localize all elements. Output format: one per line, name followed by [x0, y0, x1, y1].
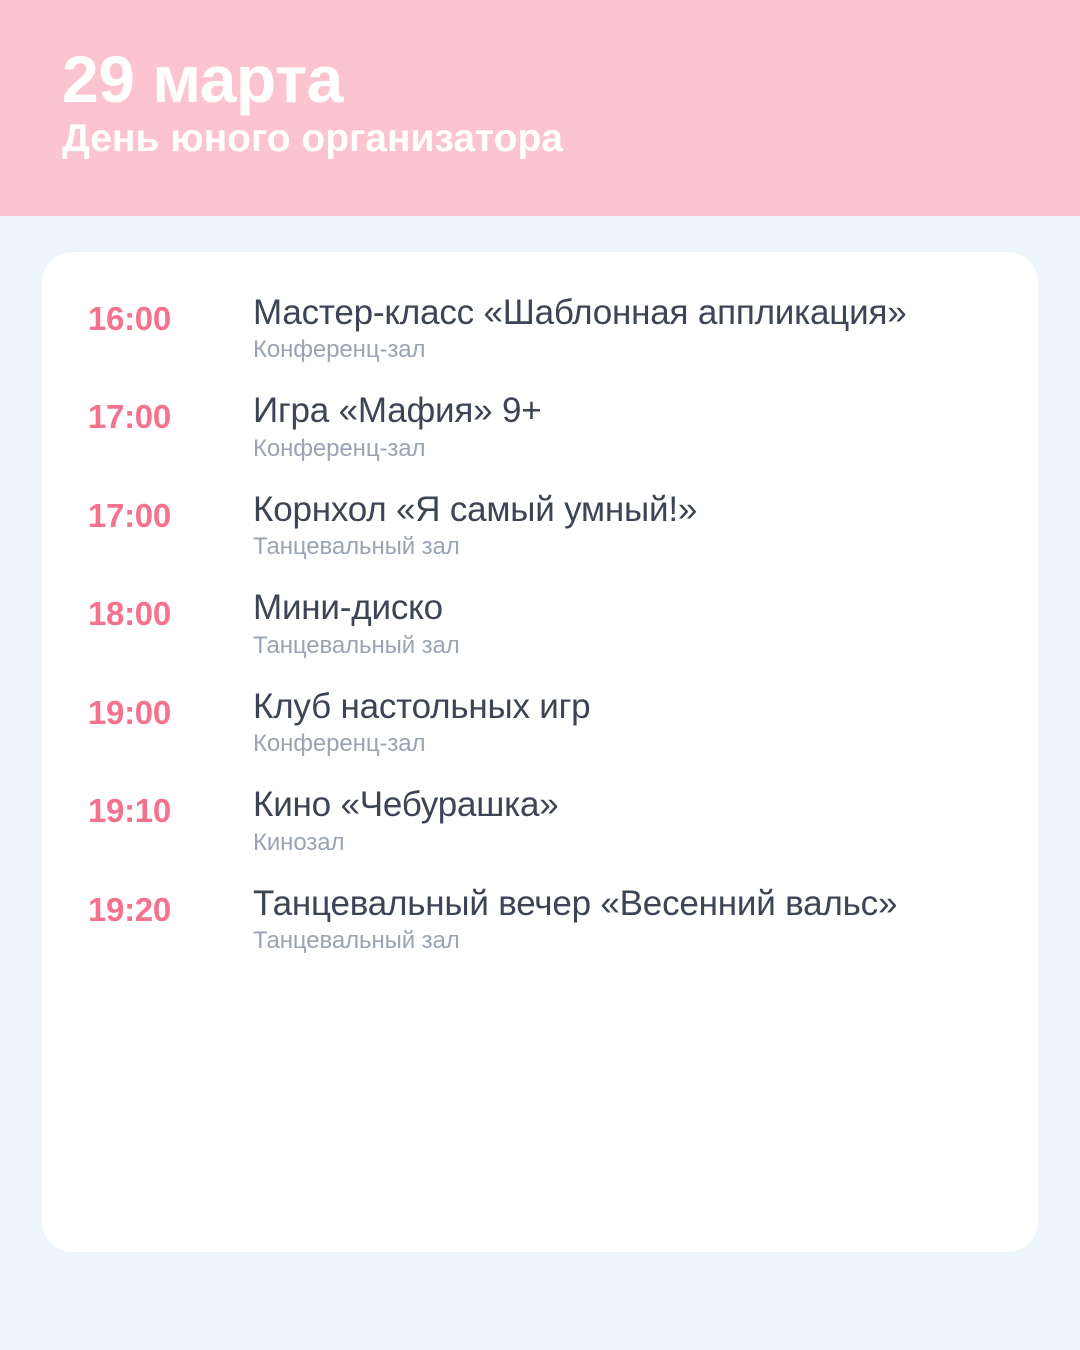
- schedule-item-title: Клуб настольных игр: [253, 686, 591, 726]
- schedule-item: [88, 686, 992, 759]
- schedule-item: [88, 390, 992, 463]
- schedule-item-details: [253, 784, 992, 857]
- schedule-item-place: Танцевальный зал: [253, 533, 460, 561]
- schedule-item-place: Конференц-зал: [253, 434, 426, 462]
- schedule-item-title: Мини-диско: [253, 588, 443, 628]
- schedule-item-title: Игра «Мафия» 9+: [253, 391, 542, 431]
- schedule-item-time: 17:00: [88, 496, 171, 534]
- schedule-item-time: 19:00: [88, 693, 171, 731]
- schedule-item-title: Мастер-класс «Шаблонная аппликация»: [253, 293, 907, 332]
- schedule-item: [88, 784, 992, 857]
- schedule-item-place: Конференц-зал: [253, 730, 426, 758]
- schedule-item-time: 19:20: [88, 890, 171, 928]
- poster-header: [0, 0, 1080, 216]
- schedule-item-time: 19:10: [88, 792, 171, 830]
- schedule-item-details: [253, 489, 992, 562]
- schedule-item: [88, 587, 992, 660]
- schedule-item-place: Танцевальный зал: [253, 927, 460, 955]
- schedule-card: [42, 252, 1038, 1252]
- schedule-item-title: Кино «Чебурашка»: [253, 785, 559, 825]
- schedule-item: [88, 883, 992, 956]
- schedule-item-time: 18:00: [88, 595, 171, 633]
- schedule-item-details: [253, 883, 992, 956]
- schedule-item-title: Танцевальный вечер «Весенний вальс»: [253, 883, 898, 923]
- schedule-item-time: 17:00: [88, 398, 171, 436]
- schedule-item-details: [253, 587, 992, 660]
- schedule-item-title: Корнхол «Я самый умный!»: [253, 489, 698, 529]
- schedule-item-time: 16:00: [88, 300, 171, 337]
- schedule-item-place: Танцевальный зал: [253, 631, 460, 659]
- schedule-item: [88, 292, 992, 365]
- schedule-item: [88, 489, 992, 562]
- schedule-item-place: Конференц-зал: [253, 336, 426, 364]
- schedule-item-details: [253, 686, 992, 759]
- schedule-item-details: [253, 292, 992, 365]
- schedule-item-place: Кинозал: [253, 828, 345, 856]
- header-date: 29 марта: [62, 42, 343, 116]
- schedule-item-details: [253, 390, 992, 463]
- schedule-list: [88, 292, 992, 956]
- header-subtitle: День юного организатора: [62, 117, 563, 160]
